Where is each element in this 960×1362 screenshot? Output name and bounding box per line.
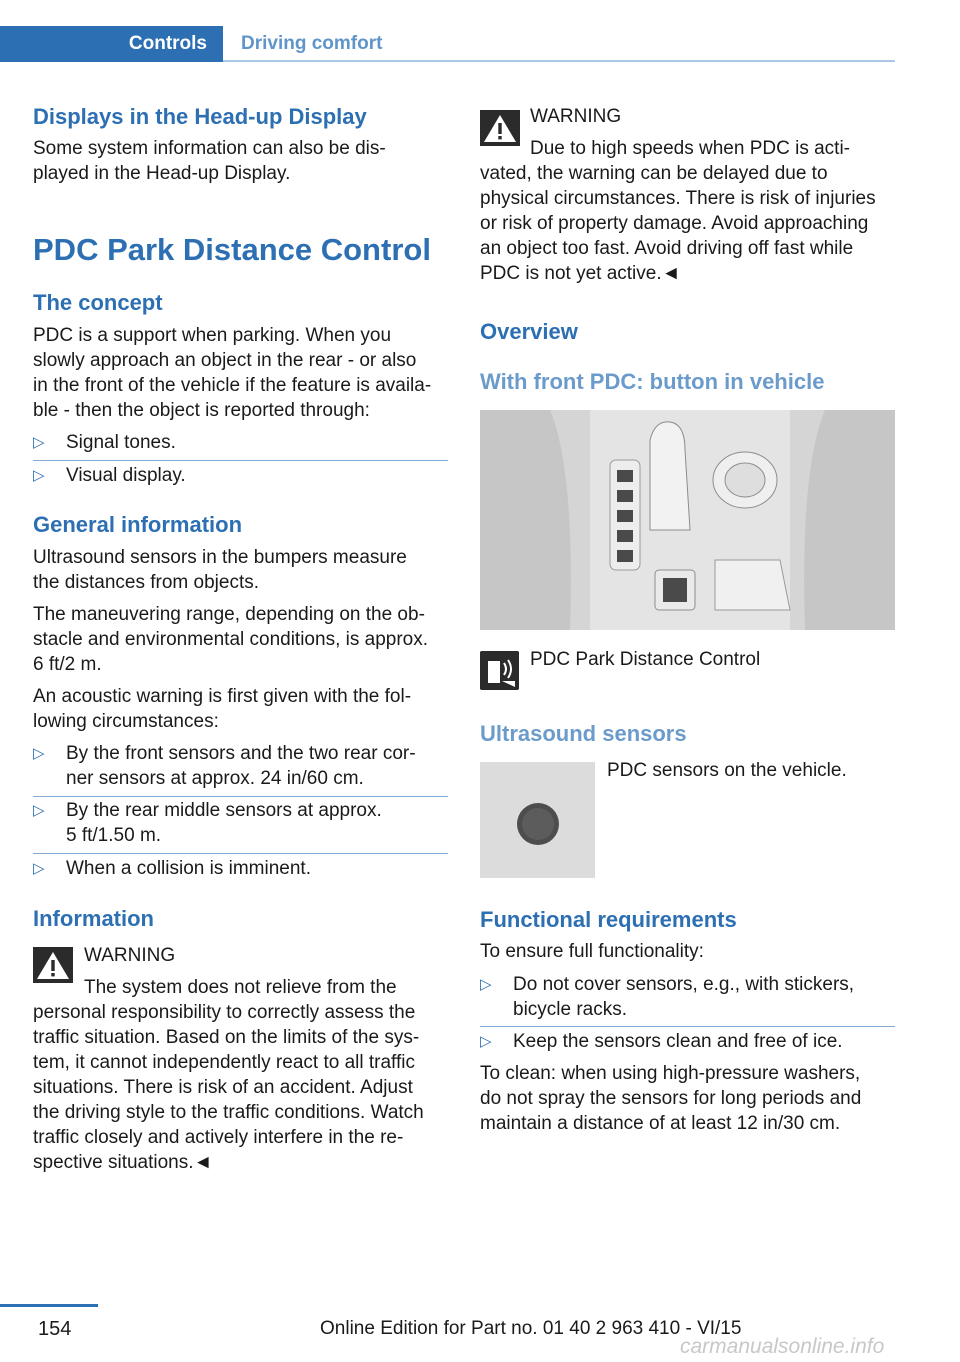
bullet-separator	[33, 853, 448, 854]
warning-text: personal responsibility to correctly assess the	[33, 1002, 416, 1023]
warning-text: physical circumstances. There is risk of injuries	[480, 188, 876, 209]
hud-text-2: played in the Head-up Display.	[33, 163, 291, 184]
general-text: lowing circumstances:	[33, 711, 219, 732]
center-console-image	[480, 410, 895, 630]
general-text: the distances from objects.	[33, 572, 259, 593]
general-heading: General information	[33, 512, 243, 537]
information-heading: Information	[33, 906, 154, 931]
warning-text: an object too fast. Avoid driving off fast while	[480, 238, 854, 259]
bullet-text: Visual display.	[66, 465, 186, 486]
bullet-triangle-icon: ▷	[480, 976, 492, 993]
front-pdc-heading: With front PDC: button in vehicle	[480, 369, 825, 394]
ultrasound-heading: Ultrasound sensors	[480, 721, 687, 746]
pdc-button-caption: PDC Park Distance Control	[530, 649, 761, 670]
functional-intro: To ensure full functionality:	[480, 941, 704, 962]
bullet-text: Keep the sensors clean and free of ice.	[513, 1031, 843, 1052]
bullet-triangle-icon: ▷	[33, 467, 45, 484]
warning-text: or risk of property damage. Avoid approaching	[480, 213, 869, 234]
warning-text: situations. There is risk of an accident. Adjust	[33, 1077, 413, 1098]
hud-heading: Displays in the Head-up Display	[33, 104, 367, 129]
footer-rule	[0, 1304, 98, 1307]
pdc-title: PDC Park Distance Control	[33, 232, 431, 267]
subsection-tab: Driving comfort	[241, 33, 383, 54]
general-text: 6 ft/2 m.	[33, 654, 102, 675]
bullet-separator	[33, 460, 448, 461]
warning-icon	[33, 947, 73, 983]
warning-icon	[480, 110, 520, 146]
watermark: carmanualsonline.info	[680, 1335, 885, 1358]
functional-heading: Functional requirements	[480, 907, 737, 932]
warning-text: Due to high speeds when PDC is acti-	[530, 138, 850, 159]
warning-text: the driving style to the traffic conditions. Watch	[33, 1102, 424, 1123]
bullet-separator	[480, 1026, 895, 1027]
ultrasound-caption: PDC sensors on the vehicle.	[607, 760, 847, 781]
overview-heading: Overview	[480, 319, 578, 344]
concept-heading: The concept	[33, 290, 163, 315]
warning-text: vated, the warning can be delayed due to	[480, 163, 828, 184]
sensor-image	[480, 762, 595, 878]
pdc-button-icon	[480, 651, 519, 690]
concept-text-2: slowly approach an object in the rear - or also	[33, 350, 417, 371]
warning-text: tem, it cannot independently react to all traffic	[33, 1052, 415, 1073]
bullet-triangle-icon: ▷	[33, 860, 45, 877]
concept-text-3: in the front of the vehicle if the feature is availa-	[33, 375, 432, 396]
bullet-text-cont: 5 ft/1.50 m.	[66, 825, 162, 846]
warning-label: WARNING	[84, 945, 176, 966]
page-number: 154	[38, 1318, 72, 1340]
concept-text-1: PDC is a support when parking. When you	[33, 325, 392, 346]
bullet-text: By the rear middle sensors at approx.	[66, 800, 382, 821]
bullet-triangle-icon: ▷	[33, 745, 45, 762]
concept-text-4: ble - then the object is reported through:	[33, 400, 370, 421]
bullet-text-cont: ner sensors at approx. 24 in/60 cm.	[66, 768, 364, 789]
warning-text: PDC is not yet active.◄	[480, 263, 681, 284]
general-text: Ultrasound sensors in the bumpers measure	[33, 547, 407, 568]
header-rule	[223, 60, 895, 62]
bullet-triangle-icon: ▷	[33, 802, 45, 819]
bullet-text-cont: bicycle racks.	[513, 999, 628, 1020]
bullet-text: Do not cover sensors, e.g., with stickers,	[513, 974, 855, 995]
warning-label: WARNING	[530, 106, 622, 127]
bullet-text: Signal tones.	[66, 432, 176, 453]
clean-text: do not spray the sensors for long periods and	[480, 1088, 862, 1109]
general-text: An acoustic warning is first given with the fol-	[33, 686, 412, 707]
bullet-text: When a collision is imminent.	[66, 858, 311, 879]
section-tab: Controls	[0, 26, 223, 62]
hud-text-1: Some system information can also be dis-	[33, 138, 386, 159]
clean-text: To clean: when using high-pressure washers,	[480, 1063, 861, 1084]
bullet-text: By the front sensors and the two rear cor-	[66, 743, 416, 764]
warning-text: traffic closely and actively interfere in the re-	[33, 1127, 404, 1148]
edition-text: Online Edition for Part no. 01 40 2 963 410 - VI/15	[320, 1318, 742, 1339]
clean-text: maintain a distance of at least 12 in/30 cm.	[480, 1113, 841, 1134]
warning-text: The system does not relieve from the	[84, 977, 397, 998]
warning-text: spective situations.◄	[33, 1152, 213, 1173]
warning-text: traffic situation. Based on the limits of the sys-	[33, 1027, 420, 1048]
bullet-separator	[33, 796, 448, 797]
general-text: The maneuvering range, depending on the ob-	[33, 604, 425, 625]
page-header	[0, 26, 895, 62]
bullet-triangle-icon: ▷	[33, 434, 45, 451]
bullet-triangle-icon: ▷	[480, 1033, 492, 1050]
general-text: stacle and environmental conditions, is approx.	[33, 629, 429, 650]
